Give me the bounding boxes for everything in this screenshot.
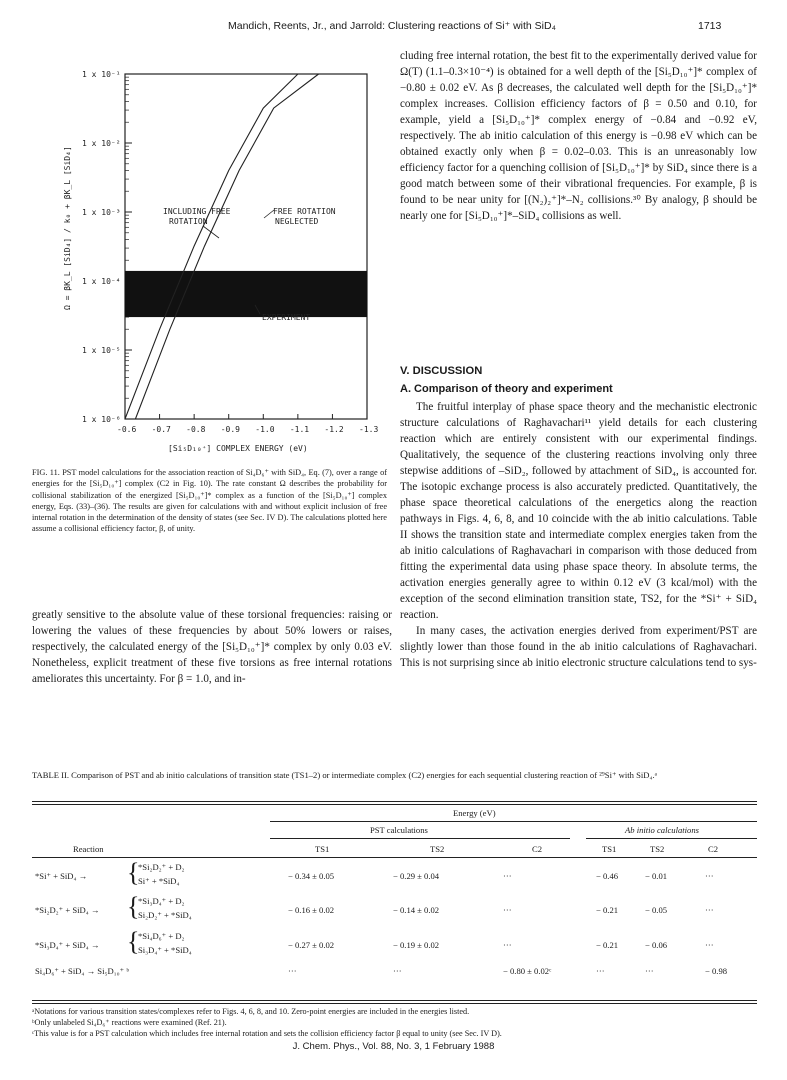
product-channel-2: Si₃D₄⁺ + *SiD₄ <box>138 945 192 955</box>
table-cell: ··· <box>645 966 654 976</box>
subsection-heading: A. Comparison of theory and experiment <box>400 383 613 395</box>
table-cell: ··· <box>596 966 605 976</box>
label-experiment: EXPERIMENT <box>262 313 311 322</box>
y-tick-label: 1 x 10⁻² <box>82 139 121 148</box>
table-cell: − 0.21 <box>596 905 619 915</box>
right-top-paragraph: cluding free internal rotation, the best fit to the experimentally derived value for Ω(T) (1.1–0.3×10⁻⁴) is obtained for a well depth of the [Si₅D₁₀⁺]* complex of −0.80 ± 0.02 eV. As β decreases, the calculated well depth for the [Si₅D₁₀⁺]* complex increases. Collision efficiency factors of β = 0.50 and 0.10, for example, yield a [Si₅D₁₀⁺]* complex energy of −0.84 and −0.92 eV, respectively. The ab initio calculation of this energy is −0.98 eV which can be obtained exactly only when β = 0.02–0.03. This is an unreasonably low efficiency factor for a quenching collision of [Si₅D₁₀⁺]* by SiD₄ since there is a good match between some of their vibrational frequencies. For example, β is found to be near unity for [(N₂)₂⁺]*–N₂ collisions.³⁰ By analogy, β should be nearly one for [Si₅D₁₀⁺]*–SiD₄ collisions as well. <box>400 50 757 222</box>
running-header <box>0 20 787 40</box>
discussion-paragraph-2: In many cases, the activation energies derived from experiment/PST are slightly lower than those found in the ab initio calculations of Raghavachari. This is not surprising since ab initio electronic structure calculations tend to sys- <box>400 625 757 669</box>
table-cell: − 0.16 ± 0.02 <box>288 905 335 915</box>
footnote-a: ᵃNotations for various transition states/complexes refer to Figs. 4, 6, 8, and 10. Zero-point energies are included in the energies listed. <box>32 1007 470 1016</box>
y-tick-label: 1 x 10⁻³ <box>82 208 121 217</box>
table-cell: ··· <box>705 871 714 881</box>
label-free-line1: FREE ROTATION <box>273 207 336 216</box>
table-cell: − 0.29 ± 0.04 <box>393 871 440 881</box>
footnote-b: ᵇOnly unlabeled Si₄D₆⁺ reactions were examined (Ref. 21). <box>32 1018 227 1027</box>
y-tick-marks <box>125 74 132 419</box>
reaction-reactants: *Si⁺ + SiD₄ → <box>35 871 88 881</box>
abinitio-rule <box>586 838 757 839</box>
table-cell: − 0.80 ± 0.02ᶜ <box>503 966 552 976</box>
x-tick-label: -0.9 <box>220 425 240 434</box>
x-tick-label: -0.8 <box>186 425 206 434</box>
plot-frame <box>125 74 367 419</box>
discussion-paragraph-1: The fruitful interplay of phase space theory and the mechanistic electronic structure calculations of Raghavachari¹¹ yield details for each clustering reaction which are entirely consistent with our experimental findings. Qualitatively, the sequence of the clustering reactions involving only three stepwise additions of –SiD₂, followed by attachment of SiD₄, is accounted for. The isotopic exchange process is also accurately predicted. Quantitatively, the phase space theoretical calculations of the energetics along the reaction pathways in Figs. 4, 6, 8, and 10 coincide with the ab initio calculations. Table II shows the transition state and intermediate complex energies taken from the ab initio calculations of Raghavachari in comparison with those deduced from fitting the experimental data using phase space theory. In absolute terms, the activation energies generally agree to within 0.12 eV (3 kcal/mol) with the exception of the second elimination transition state, TS2, for the *Si⁺ + SiD₄ reaction. <box>400 401 757 621</box>
product-channel-1: *Si₂D₂⁺ + D₂ <box>138 862 185 872</box>
table-bottom-rule-1 <box>32 1000 757 1001</box>
col-ab-ts1: TS1 <box>602 844 617 854</box>
product-channel-1: *Si₃D₄⁺ + D₂ <box>138 896 185 906</box>
figure-caption: FIG. 11. PST model calculations for the association reaction of Si₄D₆⁺ with SiD₄, Eq. (7), over a range of energies for the [Si₅D₁₀⁺] complex (C2 in Fig. 10). The rate constant Ω describes the probability for collisional stabilization of the energized [Si₅D₁₀⁺]* complex as a function of the [Si₅D₁₀⁺] complex energy, Eqs. (33)–(36). The results are given for calculations with and without explicit inclusion of free internal rotation in the determination of the density of states (see Sec. IV D). The calculations plotted here assume a collisional efficiency factor, β, of unity. <box>32 468 387 534</box>
page-number: 1713 <box>698 20 722 32</box>
table-cell: − 0.34 ± 0.05 <box>288 871 335 881</box>
product-brace: { <box>127 927 140 956</box>
table-cell: − 0.46 <box>596 871 619 881</box>
y-tick-labels <box>82 70 121 424</box>
table-cell: ··· <box>393 966 402 976</box>
left-column-text <box>32 607 392 687</box>
table-cell: − 0.19 ± 0.02 <box>393 940 440 950</box>
figure-11-chart <box>58 62 388 457</box>
table-top-rule-1 <box>32 801 757 802</box>
product-brace: { <box>127 892 140 921</box>
header-rule <box>32 857 757 858</box>
reaction-reactants: *Si₂D₂⁺ + SiD₄ → <box>35 905 100 915</box>
table-cell: ··· <box>503 905 512 915</box>
y-tick-label: 1 x 10⁻⁴ <box>82 277 121 286</box>
product-brace: { <box>127 858 140 887</box>
footnote-c: ᶜThis value is for a PST calculation which includes free internal rotation and sets the collision efficiency factor β equal to unity (see Sec. IV D). <box>32 1029 502 1038</box>
x-tick-label: -1.2 <box>324 425 344 434</box>
experiment-band <box>125 271 367 317</box>
label-including-line1: INCLUDING FREE <box>163 207 231 216</box>
col-ab-ts2: TS2 <box>650 844 665 854</box>
energy-header: Energy (eV) <box>453 808 496 818</box>
reaction-header: Reaction <box>73 844 104 854</box>
section-heading: V. DISCUSSION <box>400 365 483 377</box>
y-tick-label: 1 x 10⁻⁶ <box>82 415 121 424</box>
label-including-line2: ROTATION <box>169 217 208 226</box>
reaction-reactants: *Si₃D₄⁺ + SiD₄ → <box>35 940 100 950</box>
reaction-reactants: Si₄D₆⁺ + SiD₄ → Si₅D₁₀⁺ ᵇ <box>35 966 130 976</box>
curve-including-free-rotation <box>125 74 298 419</box>
table-cell: − 0.06 <box>645 940 668 950</box>
y-tick-label: 1 x 10⁻¹ <box>82 70 121 79</box>
x-tick-label: -0.7 <box>151 425 171 434</box>
product-channel-2: Si₂D₂⁺ + *SiD₄ <box>138 910 192 920</box>
table-cell: ··· <box>705 905 714 915</box>
left-paragraph: greatly sensitive to the absolute value of these torsional frequencies: raising or lowering the values of these frequencies by about 50% lowers or raises, respectively, the calculated energy of the [Si₅D₁₀⁺]* complex by only 0.03 eV. Nonetheless, explicit treatment of these five torsions as free internal rotations ameliorates this uncertainty. For β = 1.0, and in- <box>32 609 392 685</box>
table-cell: − 0.98 <box>705 966 728 976</box>
journal-footer: J. Chem. Phys., Vol. 88, No. 3, 1 February 1988 <box>292 1041 495 1052</box>
product-channel-1: *Si₄D₆⁺ + D₂ <box>138 931 185 941</box>
table-cell: − 0.05 <box>645 905 668 915</box>
table-top-rule-2 <box>32 804 757 805</box>
table-cell: ··· <box>503 871 512 881</box>
table-cell: ··· <box>288 966 297 976</box>
x-axis-label: [Si₅D₁₀⁺] COMPLEX ENERGY (eV) <box>168 444 308 453</box>
col-ab-c2: C2 <box>708 844 719 854</box>
label-free-line2: NEGLECTED <box>275 217 319 226</box>
x-tick-label: -1.3 <box>359 425 379 434</box>
col-pst-ts1: TS1 <box>315 844 330 854</box>
table-caption: TABLE II. Comparison of PST and ab initio calculations of transition state (TS1–2) or intermediate complex (C2) energies for each sequential clustering reaction of ²⁹Si⁺ with SiD₄.ᵃ <box>32 770 657 780</box>
table-cell: − 0.01 <box>645 871 668 881</box>
right-column-discussion <box>400 363 757 671</box>
table-cell: − 0.27 ± 0.02 <box>288 940 335 950</box>
energy-rule <box>270 821 757 822</box>
col-pst-ts2: TS2 <box>430 844 445 854</box>
table-cell: − 0.14 ± 0.02 <box>393 905 440 915</box>
table-bottom-rule-2 <box>32 1003 757 1004</box>
pst-rule <box>270 838 570 839</box>
y-axis-label-group <box>63 146 72 310</box>
product-channel-2: Si⁺ + *SiD₄ <box>138 876 180 886</box>
leader-including <box>203 226 219 238</box>
table-cell: ··· <box>705 940 714 950</box>
col-pst-c2: C2 <box>532 844 543 854</box>
pst-header: PST calculations <box>370 825 428 835</box>
y-tick-label: 1 x 10⁻⁵ <box>82 346 121 355</box>
x-tick-label: -1.1 <box>289 425 310 434</box>
x-tick-label: -0.6 <box>117 425 137 434</box>
table-cell: − 0.21 <box>596 940 619 950</box>
right-column-top <box>400 48 757 224</box>
running-title: Mandich, Reents, Jr., and Jarrold: Clustering reactions of Si⁺ with SiD₄ <box>228 20 556 32</box>
y-axis-label: Ω = βK_L [SiD₄] / k₀ + βK_L [SiD₄] <box>63 146 72 310</box>
x-tick-label: -1.0 <box>255 425 275 434</box>
curve-free-rotation-neglected <box>135 74 318 419</box>
x-tick-labels <box>117 414 378 434</box>
table-cell: ··· <box>503 940 512 950</box>
abinitio-header: Ab initio calculations <box>625 825 699 835</box>
